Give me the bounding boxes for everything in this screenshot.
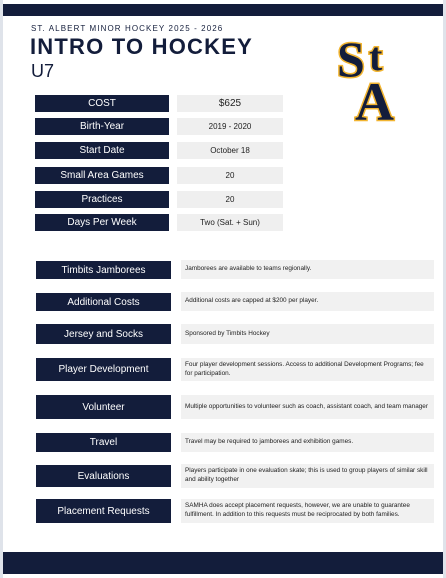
division-label: U7 [31, 61, 55, 81]
detail-text-additional-costs: Additional costs are capped at $200 per player. [181, 292, 434, 311]
program-title: INTRO TO HOCKEY [30, 34, 253, 59]
organization-subtitle: ST. ALBERT MINOR HOCKEY 2025 - 2026 [31, 24, 224, 33]
detail-label-evaluations: Evaluations [36, 465, 171, 487]
fact-label-start-date: Start Date [35, 142, 169, 159]
detail-label-jersey-and-socks: Jersey and Socks [36, 324, 171, 344]
detail-label-additional-costs: Additional Costs [36, 293, 171, 311]
detail-text-placement-requests: SAMHA does accept placement requests, however, we are unable to guarantee fulfillment. In addition to this requests must be reciprocated by both families. [181, 499, 434, 523]
svg-text:S: S [337, 31, 365, 87]
fact-label-cost: COST [35, 95, 169, 112]
st-albert-logo [333, 30, 411, 126]
document-page [3, 0, 443, 578]
detail-label-travel: Travel [36, 433, 171, 452]
fact-value-birth-year: 2019 - 2020 [177, 118, 283, 135]
detail-label-player-development: Player Development [36, 358, 171, 381]
detail-text-timbits-jamborees: Jamborees are available to teams regionally. [181, 260, 434, 279]
detail-text-volunteer: Multiple opportunities to volunteer such as coach, assistant coach, and team manager [181, 395, 434, 419]
detail-text-evaluations: Players participate in one evaluation skate; this is used to group players of similar skill and ability together [181, 464, 434, 488]
detail-text-travel: Travel may be required to jamborees and exhibition games. [181, 433, 434, 452]
fact-label-small-area-games: Small Area Games [35, 167, 169, 184]
fact-label-days-per-week: Days Per Week [35, 214, 169, 231]
fact-value-small-area-games: 20 [177, 167, 283, 184]
fact-value-cost: $625 [177, 95, 283, 112]
fact-label-birth-year: Birth-Year [35, 118, 169, 135]
detail-label-placement-requests: Placement Requests [36, 499, 171, 523]
fact-value-days-per-week: Two (Sat. + Sun) [177, 214, 283, 231]
detail-label-volunteer: Volunteer [36, 395, 171, 419]
top-banner [3, 4, 443, 16]
fact-value-start-date: October 18 [177, 142, 283, 159]
svg-text:t: t [369, 34, 383, 79]
detail-label-timbits-jamborees: Timbits Jamborees [36, 261, 171, 279]
fact-value-practices: 20 [177, 191, 283, 208]
fact-label-practices: Practices [35, 191, 169, 208]
bottom-banner [3, 552, 443, 574]
svg-text:A: A [355, 72, 394, 126]
detail-text-jersey-and-socks: Sponsored by Timbits Hockey [181, 324, 434, 344]
detail-text-player-development: Four player development sessions. Access to additional Development Programs; fee for participation. [181, 358, 434, 381]
